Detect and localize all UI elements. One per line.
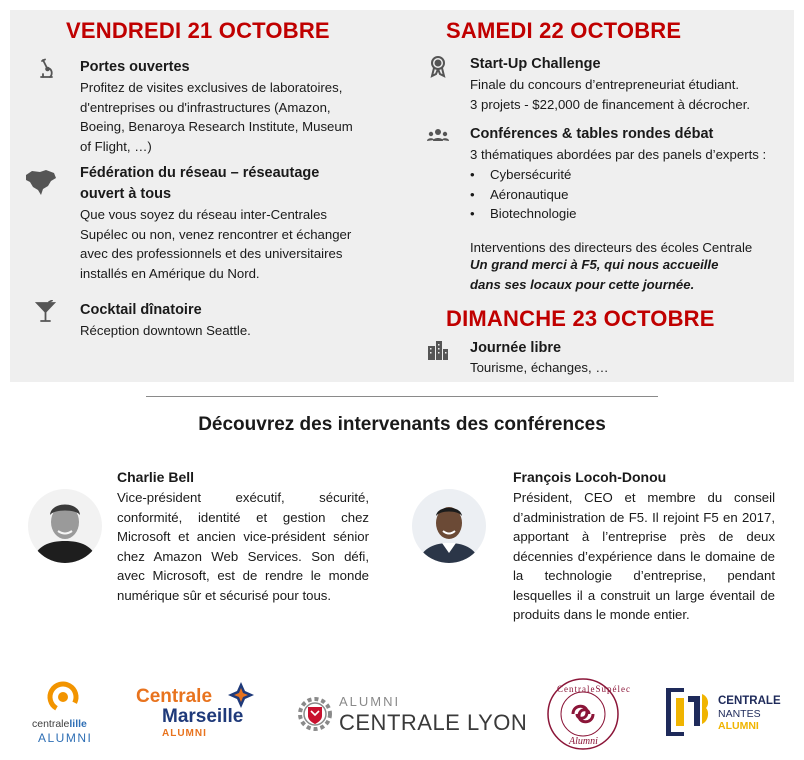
speaker-bio: Président, CEO et membre du conseil d’administration de F5. Il rejoint F5 en 2017, apportant à l’entreprise près de deux décennies d’expérience dans le domaine de la technologie d’entreprise, pendant lesquelles il a construit un large éventail de produits dans le monde entier. <box>513 490 775 622</box>
section-divider <box>146 396 658 397</box>
sunday-item-desc: Tourisme, échanges, … <box>470 360 609 375</box>
sunday-item-title: Journée libre <box>470 340 562 356</box>
desc-line: Finale du concours d’entrepreneuriat étudiant. <box>470 77 740 92</box>
saturday-item-desc <box>470 75 750 114</box>
speakers-heading: Découvrez des intervenants des conférences <box>198 414 606 435</box>
desc-line: installés en Amérique du Nord. <box>80 265 260 281</box>
speaker-photo-francois-locoh-donou <box>412 489 486 563</box>
desc-line: Que vous soyez du réseau inter-Centrales <box>80 207 328 222</box>
list-item: • Biotechnologie <box>470 204 577 224</box>
friday-heading: VENDREDI 21 OCTOBRE <box>66 18 330 43</box>
speaker-name: Charlie Bell <box>117 469 195 485</box>
logo-subtext: ALUMNI <box>38 731 93 745</box>
award-medal-icon <box>426 54 450 78</box>
desc-line: Profitez de visites exclusives de laboratoires, <box>80 80 343 95</box>
logo-text: Marseille <box>162 706 244 727</box>
centralesupelec-alumni-logo <box>541 676 631 754</box>
friday-item-open-doors <box>34 57 404 157</box>
centrale-lille-alumni-logo <box>28 680 116 746</box>
logo-text <box>32 718 87 730</box>
saturday-heading: SAMEDI 22 OCTOBRE <box>446 18 682 43</box>
desc-line: of Flight, …) <box>80 138 152 154</box>
logo-word: centrale <box>32 718 70 730</box>
logo-text: CENTRALE <box>718 695 781 707</box>
program-panel <box>10 10 794 382</box>
centrale-lyon-alumni-logo <box>297 694 528 740</box>
logo-text: CENTRALE LYON <box>339 710 528 735</box>
directors-note: Interventions des directeurs des écoles Centrale <box>470 240 753 255</box>
saturday-item-title: Start-Up Challenge <box>470 56 601 72</box>
logo-text: NANTES <box>718 708 761 720</box>
saturday-item-startup <box>426 54 786 118</box>
centrale-nantes-alumni-logo <box>664 686 780 738</box>
sunday-item-free-day <box>426 338 786 380</box>
desc-line: 3 projets - $22,000 de financement à décrocher. <box>470 96 751 112</box>
cocktail-glass-icon <box>34 300 58 324</box>
logo-text: Centrale <box>136 686 213 707</box>
desc-line: Supélec ou non, venez rencontrer et échanger <box>80 226 352 242</box>
logo-ring-text: CentraleSupélec <box>557 684 631 694</box>
gear-shield-icon <box>297 696 333 732</box>
logo-word: lille <box>69 718 87 730</box>
logo-subtext: ALUMNI <box>162 728 207 739</box>
speaker-bio: Vice-président exécutif, sécurité, conformité, identité et gestion chez Microsoft et ancien vice-président sénior chez Amazon Web Services. Son défi, avec Microsoft, est de rendre le monde numérique sûr et sécurisé pour tous. <box>117 490 369 603</box>
centrale-marseille-alumni-logo <box>134 686 264 748</box>
saturday-item-title: Conférences & tables rondes débat <box>470 126 714 142</box>
desc-line: Boeing, Benaroya Research Institute, Museum <box>80 119 353 134</box>
logo-subtext: ALUMNI <box>339 694 401 709</box>
sunday-heading: DIMANCHE 23 OCTOBRE <box>446 306 715 331</box>
speaker-name: François Locoh-Donou <box>513 469 667 485</box>
desc-line: d'entreprises ou d'infrastructures (Amazon, <box>80 99 331 115</box>
title-line: Fédération du réseau – réseautage <box>80 165 320 181</box>
friday-item-cocktail <box>34 300 404 344</box>
friday-item-network <box>24 163 404 293</box>
friday-item-desc <box>80 78 353 156</box>
saturday-item-desc: 3 thématiques abordées par des panels d’experts : <box>470 147 767 162</box>
saturday-item-conferences <box>426 124 786 264</box>
friday-item-desc <box>80 205 351 283</box>
topics-list <box>470 165 577 224</box>
note-line: dans ses locaux pour cette journée. <box>470 276 695 292</box>
logo-subtext: ALUMNI <box>718 720 759 732</box>
speaker-photo-charlie-bell <box>28 489 102 563</box>
list-item: • Aéronautique <box>470 185 577 205</box>
thanks-note <box>470 255 718 294</box>
logo-subtext: Alumni <box>569 736 598 747</box>
people-group-icon <box>426 124 450 148</box>
friday-item-title <box>80 163 319 205</box>
title-line: ouvert à tous <box>80 186 172 202</box>
nantes-emblem-icon <box>664 686 712 738</box>
city-buildings-icon <box>426 338 450 362</box>
friday-item-title: Portes ouvertes <box>80 59 190 75</box>
desc-line: avec des professionnels et des universitaires <box>80 246 343 261</box>
north-america-map-icon <box>24 169 58 197</box>
friday-item-title: Cocktail dînatoire <box>80 302 202 318</box>
list-item: • Cybersécurité <box>470 165 577 185</box>
friday-item-desc: Réception downtown Seattle. <box>80 323 251 338</box>
note-line: Un grand merci à F5, qui nous accueille <box>470 257 719 272</box>
microscope-icon <box>34 57 58 81</box>
